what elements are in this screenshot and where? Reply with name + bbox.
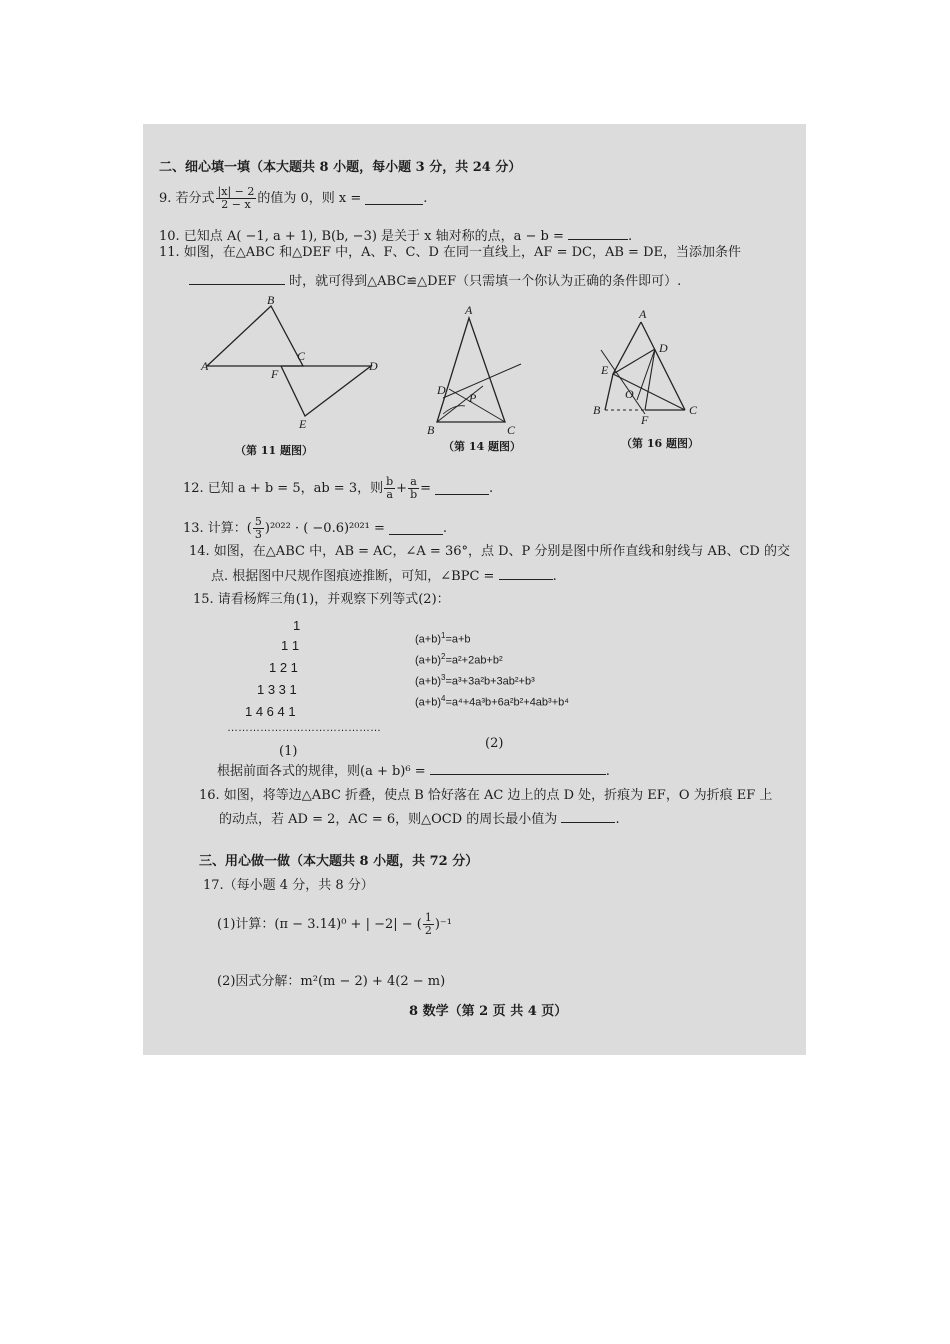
q12-answer-blank[interactable] [435,482,489,495]
q17-part1 [217,912,452,937]
section3-note: （本大题共 8 小题，共 72 分） [290,854,479,869]
pascal-label: (1) [279,744,298,759]
question-10 [159,227,632,245]
figure-11 [200,294,378,431]
eq3-exp: 3 [441,673,446,682]
q11-answer-blank[interactable] [189,272,285,285]
fig14-label-b: B [427,423,435,437]
figure-14 [427,303,521,437]
fig16-label-o: O [625,387,634,401]
q13-den: 3 [254,528,262,541]
q15-rule-line [217,762,610,780]
question-9 [159,186,427,211]
fig14-label-a: A [465,303,473,317]
q12-plus: + [396,480,408,496]
fig14-label-d: D [437,383,446,397]
question-12 [183,476,493,501]
question-16-line2 [219,810,620,828]
fig11-label-a: A [201,359,209,373]
equation-3 [415,673,535,688]
q17-p1-den: 2 [424,924,432,937]
fig16-label-e: E [601,363,609,377]
fig14-label-p: P [469,391,477,405]
q12-post: = [420,480,432,496]
q13-frac [253,516,264,541]
fig16-caption: （第 16 题图） [621,437,699,450]
section2-note: （本大题共 8 小题，每小题 3 分，共 24 分） [250,160,522,175]
exam-page [143,124,806,1055]
q15-answer-blank[interactable] [430,762,606,775]
q12-end: . [489,480,494,496]
q17-p1-frac [423,912,434,937]
q9-answer-blank[interactable] [365,192,423,205]
q14-line2: 点. 根据图中尺规作图痕迹推断，可知，∠BPC = [211,569,495,584]
q9-num: |x| − 2 [217,185,255,198]
fig16-label-d: D [659,341,668,355]
q17-p1-num: 1 [424,911,432,924]
q14-line1: 14. 如图，在△ABC 中，AB = AC，∠A = 36°，点 D、P 分别是图中所作直线和射线与 AB、CD 的交 [189,544,790,559]
figure-16 [593,307,698,427]
section3-header [199,854,478,870]
fig14-label-c: C [507,423,516,437]
page-footer: 8 数学（第 2 页 共 4 页） [409,1004,568,1019]
pascal-row-1: 1 [293,618,301,633]
fig11-label-c: C [297,349,306,363]
q14-end: . [552,569,557,584]
q14-answer-blank[interactable] [499,567,553,580]
q16-line2: 的动点，若 AD = 2，AC = 6，则△OCD 的周长最小值为 [219,812,558,827]
q10-text: 10. 已知点 A( −1, a + 1), B(b, −3) 是关于 x 轴对称的点，a − b = [159,229,564,244]
fig16-segment-df [645,349,655,410]
q9-end: . [423,190,428,206]
q9-fraction [216,186,257,211]
eq2-exp: 2 [441,652,446,661]
q15-rule: 根据前面各式的规律，则(a + b)⁶ = [217,764,426,779]
q15-end: . [605,764,610,779]
q12-f2-den: b [410,488,418,501]
fig16-label-b: B [593,403,601,417]
fig11-triangle-abc [207,306,303,366]
figures-row [193,294,793,444]
equation-2 [415,652,503,667]
section2-header [159,160,521,176]
q16-end: . [615,812,620,827]
q9-post: 的值为 0，则 x = [257,190,362,206]
q17-p1-pre: (1)计算：(π − 3.14)⁰ + | −2| − ( [217,916,422,932]
fig11-label-e: E [299,417,307,431]
q12-frac-2 [408,476,419,501]
question-14-line2 [211,567,557,585]
fig11-triangle-def [281,366,371,416]
q12-frac-1 [384,476,395,501]
question-13 [183,516,447,541]
q10-answer-blank[interactable] [568,227,628,240]
fig16-fold-line [601,350,645,414]
q17-title: 17.（每小题 4 分，共 8 分） [203,878,374,893]
eq4-rhs: =a⁴+4a³b+6a²b²+4ab³+b⁴ [445,696,569,709]
section2-title: 二、细心填一填 [159,160,251,175]
q9-den: 2 − x [221,198,251,211]
fig14-arc [443,406,465,414]
q12-f1-num: b [386,475,394,488]
section3-title: 三、用心做一做 [199,854,291,869]
fig16-label-a: A [639,307,647,321]
fig11-label-d: D [369,359,378,373]
fig11-label-b: B [267,294,275,307]
fig16-label-c: C [689,403,698,417]
eq1-lhs: (a+b) [415,633,441,646]
eq2-rhs: =a²+2ab+b² [445,654,503,667]
fig11-label-f: F [271,367,279,381]
q10-end: . [628,229,633,244]
eq3-lhs: (a+b) [415,675,441,688]
fig16-segment-od [637,349,655,400]
pascal-row-3: 1 2 1 [269,660,298,675]
equations-label: (2) [485,736,504,751]
q9-pre: 9. 若分式 [159,190,215,206]
eq2-lhs: (a+b) [415,654,441,667]
eq4-lhs: (a+b) [415,696,441,709]
fig16-side-ab [605,322,641,410]
q13-num: 5 [254,515,262,528]
q17-part2: (2)因式分解：m²(m − 2) + 4(2 − m) [217,974,446,989]
q16-line1: 16. 如图，将等边△ABC 折叠，使点 B 恰好落在 AC 边上的点 D 处，折痕为 EF，O 为折痕 EF 上 [199,788,773,803]
eq4-exp: 4 [441,694,446,703]
fig16-segment-ec [613,374,685,410]
q11-line1: 11. 如图，在△ABC 和△DEF 中，A、F、C、D 在同一直线上，AF = DC，AB = DE，当添加条件 [159,245,741,260]
question-11-line2 [189,272,681,290]
eq1-rhs: =a+b [445,633,471,646]
q17-p1-post: )⁻¹ [434,916,453,932]
equation-4 [415,694,569,709]
q13-pre: 13. 计算：( [183,520,252,536]
q12-f1-den: a [386,488,393,501]
fig14-caption: （第 14 题图） [443,440,521,453]
pascal-row-2: 1 1 [281,638,300,653]
eq3-rhs: =a³+3a²b+3ab²+b³ [445,675,535,688]
equation-1 [415,631,471,646]
eq1-exp: 1 [441,631,446,640]
q15-title: 15. 请看杨辉三角(1)，并观察下列等式(2)： [193,592,450,607]
q11-line2: 时，就可得到△ABC≌△DEF（只需填一个你认为正确的条件即可）. [289,274,682,289]
fig11-caption: （第 11 题图） [235,444,313,457]
q13-post: )²⁰²² · ( −0.6)²⁰²¹ = [264,520,385,536]
q13-end: . [442,520,448,536]
q13-answer-blank[interactable] [389,522,443,535]
q16-answer-blank[interactable] [561,810,615,823]
q12-f2-num: a [410,475,417,488]
pascal-row-5: 1 4 6 4 1 [245,704,296,719]
fig14-triangle [437,318,505,422]
q12-pre: 12. 已知 a + b = 5，ab = 3，则 [183,480,384,496]
fig16-label-f: F [641,413,649,427]
pascal-row-4: 1 3 3 1 [257,682,297,697]
pascal-ellipsis: …………………………………… [227,722,381,734]
